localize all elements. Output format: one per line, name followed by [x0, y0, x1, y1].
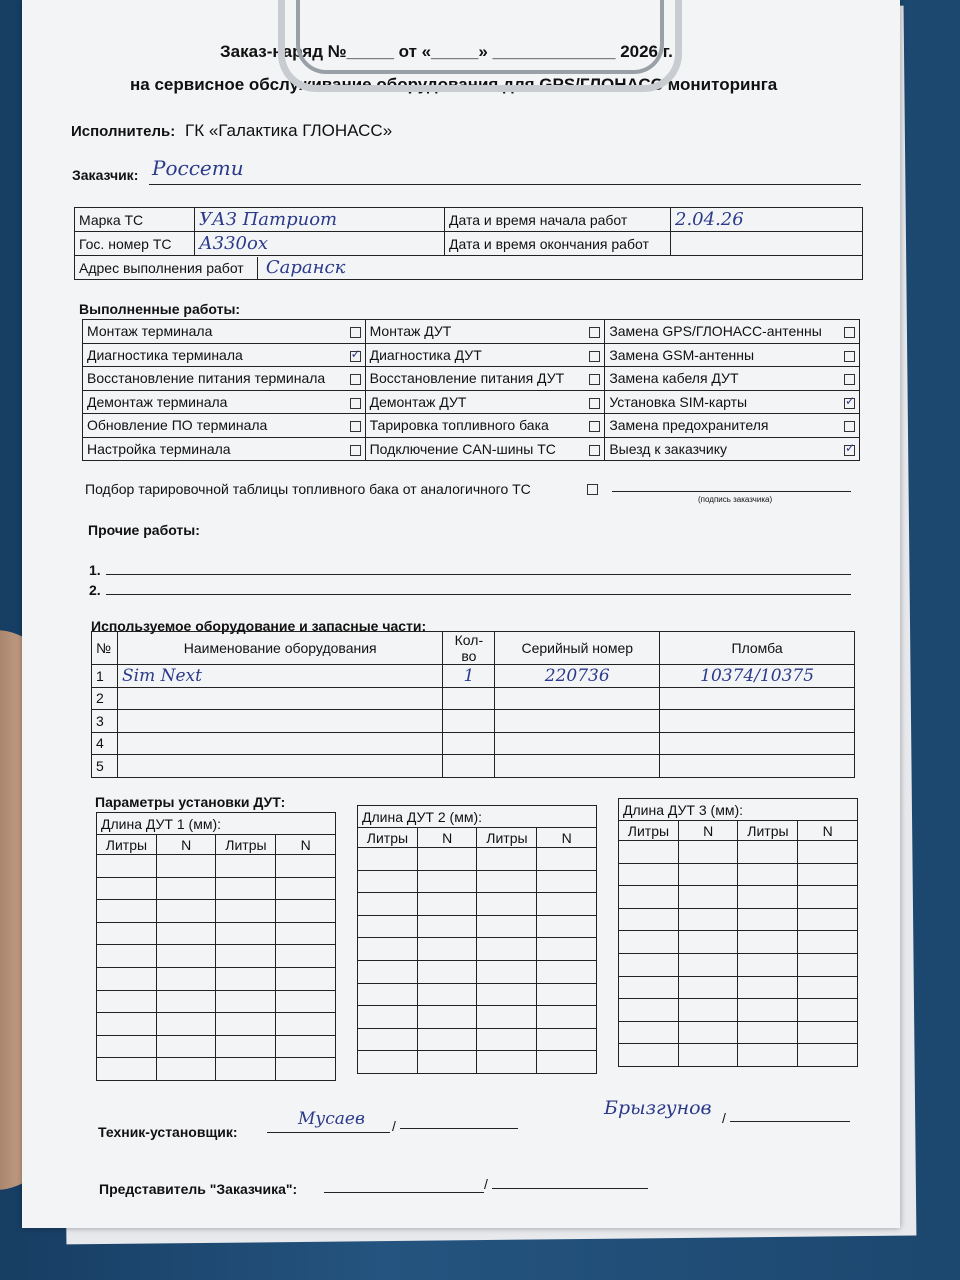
table-row	[92, 755, 855, 778]
dut-cell	[537, 848, 597, 871]
executor-value: ГК «Галактика ГЛОНАСС»	[185, 121, 393, 140]
work-item-label: Диагностика ДУТ	[369, 346, 482, 363]
dut-header-cell: Литры	[738, 821, 798, 841]
dut-cell	[619, 1021, 679, 1044]
work-item-label: Выезд к заказчику	[609, 440, 727, 457]
dut-cell	[798, 886, 858, 909]
dut-cell	[738, 1021, 798, 1044]
dut-cell	[156, 990, 216, 1013]
dut-cell	[276, 877, 336, 900]
dut-cell	[97, 990, 157, 1013]
dut-cell	[798, 1044, 858, 1067]
equipment-cell-name	[117, 755, 442, 778]
dut-cell	[798, 1021, 858, 1044]
dut-cell	[798, 976, 858, 999]
dut-cell	[678, 886, 738, 909]
dut-title: Длина ДУТ 1 (мм):	[97, 813, 336, 835]
work-item-label: Восстановление питания ДУТ	[369, 370, 565, 387]
equipment-cell-seal	[660, 710, 855, 733]
dut-table	[618, 798, 858, 1067]
dut-cell	[738, 999, 798, 1022]
tech-name-line	[267, 1132, 390, 1133]
work-item-label: Восстановление питания терминала	[87, 370, 326, 387]
dut-header-cell: Литры	[358, 828, 418, 848]
work-item-label: Монтаж терминала	[87, 323, 213, 340]
dut-cell	[156, 1013, 216, 1036]
plate-label: Гос. номер ТС	[75, 232, 195, 256]
dut1-block	[96, 812, 336, 1081]
equipment-value-qty: 1	[463, 665, 475, 686]
dut-header-cell: Литры	[477, 828, 537, 848]
work-item-checkbox[interactable]	[844, 445, 855, 456]
equipment-header-cell: Наименование оборудования	[117, 632, 442, 665]
dut-cell	[156, 1058, 216, 1081]
work-item-label: Установка SIM-карты	[609, 393, 748, 410]
dut-cell	[678, 1021, 738, 1044]
dut-header-cell: N	[798, 821, 858, 841]
dut-cell	[276, 922, 336, 945]
equipment-header-cell: Серийный номер	[495, 632, 660, 665]
dut-cell	[97, 877, 157, 900]
dut-cell	[216, 855, 276, 878]
start-label: Дата и время начала работ	[445, 208, 671, 232]
dut-cell	[417, 960, 477, 983]
dut-cell	[97, 1058, 157, 1081]
dut-cell	[738, 841, 798, 864]
work-item	[605, 414, 860, 438]
dut-cell	[216, 967, 276, 990]
dut-cell	[417, 915, 477, 938]
dut-cell	[97, 1013, 157, 1036]
equipment-cell-name	[117, 732, 442, 755]
dut-cell	[477, 983, 537, 1006]
dut-cell	[619, 999, 679, 1022]
equipment-cell-serial	[495, 665, 660, 688]
clipboard-clip-inner	[296, 0, 664, 74]
end-label: Дата и время окончания работ	[445, 232, 671, 256]
work-item-label: Тарировка топливного бака	[369, 417, 549, 434]
dut-cell	[798, 841, 858, 864]
dut-cell	[798, 931, 858, 954]
tariff-sign-caption: (подпись заказчика)	[698, 495, 773, 504]
work-item	[83, 414, 366, 438]
dut-cell	[216, 1058, 276, 1081]
tech-slash2: /	[722, 1110, 726, 1126]
dut-header-cell: N	[156, 835, 216, 855]
work-item	[365, 320, 605, 344]
tech-line2	[400, 1128, 518, 1129]
rep-line1	[324, 1192, 484, 1193]
work-item	[83, 437, 366, 461]
dut-cell	[537, 938, 597, 961]
work-item	[605, 320, 860, 344]
dut-header-cell: N	[678, 821, 738, 841]
dut-cell	[358, 1006, 418, 1029]
equipment-label: Используемое оборудование и запасные части:	[91, 618, 427, 634]
dut-cell	[417, 1028, 477, 1051]
dut-header-cell: N	[276, 835, 336, 855]
equipment-cell-name	[117, 687, 442, 710]
dut-cell	[477, 960, 537, 983]
dut-cell	[156, 900, 216, 923]
dut-cell	[417, 983, 477, 1006]
dut-title: Длина ДУТ 3 (мм):	[619, 799, 858, 821]
work-item-checkbox[interactable]	[589, 398, 600, 409]
work-item-checkbox[interactable]	[844, 351, 855, 362]
work-item-checkbox[interactable]	[844, 421, 855, 432]
tariff-sign-line	[612, 491, 851, 492]
dut-cell	[216, 945, 276, 968]
dut-table	[357, 805, 597, 1074]
equipment-cell-name	[117, 710, 442, 733]
work-item-checkbox[interactable]	[350, 421, 361, 432]
equipment-cell-n: 5	[92, 755, 118, 778]
dut-cell	[276, 1058, 336, 1081]
dut-cell	[417, 1051, 477, 1074]
work-item	[83, 343, 366, 367]
equipment-cell-seal	[660, 755, 855, 778]
dut-cell	[358, 915, 418, 938]
work-item-checkbox[interactable]	[844, 398, 855, 409]
dut-cell	[738, 908, 798, 931]
equipment-header-cell: Кол-во	[443, 632, 495, 665]
dut-cell	[477, 1051, 537, 1074]
dut-cell	[537, 893, 597, 916]
dut-cell	[738, 953, 798, 976]
equipment-cell-seal	[660, 732, 855, 755]
table-row	[92, 687, 855, 710]
tech-slash: /	[392, 1118, 396, 1134]
dut-cell	[537, 1028, 597, 1051]
dut-cell	[97, 945, 157, 968]
dut-cell	[417, 870, 477, 893]
work-item-checkbox[interactable]	[844, 374, 855, 385]
rep-line2	[492, 1188, 648, 1189]
work-item-label: Замена кабеля ДУТ	[609, 370, 739, 387]
dut-cell	[678, 953, 738, 976]
dut-cell	[358, 848, 418, 871]
works-table	[82, 319, 860, 461]
work-item-checkbox[interactable]	[350, 351, 361, 362]
dut-cell	[156, 1035, 216, 1058]
work-item-label: Настройка терминала	[87, 440, 231, 457]
equipment-cell-n: 4	[92, 732, 118, 755]
end-value	[671, 232, 863, 256]
dut-cell	[156, 922, 216, 945]
equipment-value-name: Sim Next	[121, 665, 202, 686]
brand-cell	[195, 208, 445, 232]
dut-cell	[619, 1044, 679, 1067]
dut-cell	[738, 931, 798, 954]
dut-cell	[619, 863, 679, 886]
equipment-cell-n: 3	[92, 710, 118, 733]
work-item-checkbox[interactable]	[589, 374, 600, 385]
dut-header-cell: N	[417, 828, 477, 848]
dut-cell	[358, 870, 418, 893]
work-item	[365, 437, 605, 461]
tech-line3	[730, 1121, 850, 1122]
other-line2	[106, 594, 851, 595]
work-item-label: Монтаж ДУТ	[369, 323, 452, 340]
dut-cell	[216, 877, 276, 900]
work-item-label: Демонтаж терминала	[87, 393, 228, 410]
dut-cell	[276, 1013, 336, 1036]
dut-cell	[358, 893, 418, 916]
address-row	[75, 256, 863, 280]
dut-cell	[678, 908, 738, 931]
dut-cell	[619, 953, 679, 976]
dut-cell	[97, 1035, 157, 1058]
table-row	[92, 732, 855, 755]
work-item	[605, 390, 860, 414]
equipment-cell-serial	[495, 732, 660, 755]
brand-label: Марка ТС	[75, 208, 195, 232]
dut-cell	[477, 1006, 537, 1029]
tariff-label: Подбор тарировочной таблицы топливного бака от аналогичного ТС	[85, 481, 531, 497]
equipment-cell-serial	[495, 687, 660, 710]
dut-cell	[156, 877, 216, 900]
table-row	[92, 665, 855, 688]
equipment-cell-qty	[443, 665, 495, 688]
customer-label: Заказчик:	[72, 167, 139, 183]
dut-cell	[216, 922, 276, 945]
dut-cell	[619, 886, 679, 909]
dut-cell	[678, 863, 738, 886]
work-item-checkbox[interactable]	[589, 327, 600, 338]
work-item	[365, 390, 605, 414]
tech-signature: Брызгунов	[604, 1097, 712, 1119]
dut-cell	[417, 848, 477, 871]
dut-cell	[216, 990, 276, 1013]
title-line1: Заказ-наряд №_____ от «_____» _____________ 2026 г.	[220, 42, 673, 61]
dut-cell	[156, 945, 216, 968]
tech-label: Техник-установщик:	[98, 1124, 238, 1140]
dut-cell	[477, 893, 537, 916]
dut-header-cell: Литры	[619, 821, 679, 841]
dut-cell	[417, 893, 477, 916]
dut-cell	[417, 1006, 477, 1029]
dut-cell	[678, 976, 738, 999]
dut-cell	[97, 855, 157, 878]
dut-cell	[276, 1035, 336, 1058]
dut-cell	[477, 848, 537, 871]
dut-cell	[798, 863, 858, 886]
work-item-label: Подключение CAN-шины ТС	[369, 440, 556, 457]
equipment-cell-qty	[443, 755, 495, 778]
dut-cell	[156, 967, 216, 990]
customer-value: Россети	[152, 156, 244, 180]
dut-cell	[537, 960, 597, 983]
work-item	[605, 437, 860, 461]
dut-label: Параметры установки ДУТ:	[95, 794, 286, 810]
equipment-value-seal: 10374/10375	[700, 665, 815, 686]
dut-cell	[678, 841, 738, 864]
dut-cell	[678, 1044, 738, 1067]
dut-cell	[276, 967, 336, 990]
dut-cell	[276, 990, 336, 1013]
equipment-cell-n: 1	[92, 665, 118, 688]
work-item-checkbox[interactable]	[350, 327, 361, 338]
dut-cell	[477, 870, 537, 893]
dut-cell	[97, 922, 157, 945]
work-item	[83, 367, 366, 391]
address-label: Адрес выполнения работ	[75, 257, 258, 279]
work-order-sheet	[22, 0, 900, 1228]
works-label: Выполненные работы:	[79, 301, 241, 317]
work-item	[605, 367, 860, 391]
work-item-checkbox[interactable]	[350, 374, 361, 385]
equipment-cell-serial	[495, 755, 660, 778]
table-row	[92, 710, 855, 733]
work-item-checkbox[interactable]	[589, 421, 600, 432]
dut-cell	[537, 870, 597, 893]
work-item	[365, 367, 605, 391]
work-item	[365, 343, 605, 367]
equipment-cell-qty	[443, 732, 495, 755]
work-item	[605, 343, 860, 367]
dut-cell	[537, 1051, 597, 1074]
dut-cell	[738, 1044, 798, 1067]
dut-cell	[619, 931, 679, 954]
other-label: Прочие работы:	[88, 522, 200, 538]
dut-cell	[798, 908, 858, 931]
dut-cell	[798, 953, 858, 976]
dut-title: Длина ДУТ 2 (мм):	[358, 806, 597, 828]
other-item2: 2.	[89, 582, 101, 598]
equipment-header-cell: №	[92, 632, 118, 665]
equipment-header-cell: Пломба	[660, 632, 855, 665]
dut-cell	[97, 900, 157, 923]
dut-cell	[738, 886, 798, 909]
work-item-checkbox[interactable]	[589, 351, 600, 362]
work-item-checkbox[interactable]	[350, 445, 361, 456]
dut-header-cell: Литры	[97, 835, 157, 855]
dut-cell	[358, 1051, 418, 1074]
work-item-label: Демонтаж ДУТ	[369, 393, 467, 410]
dut-cell	[619, 841, 679, 864]
rep-slash: /	[484, 1176, 488, 1192]
vehicle-table	[74, 207, 863, 280]
equipment-cell-serial	[495, 710, 660, 733]
address-value: Саранск	[265, 256, 346, 278]
equipment-cell-seal	[660, 665, 855, 688]
work-item-checkbox[interactable]	[589, 445, 600, 456]
equipment-cell-qty	[443, 710, 495, 733]
customer-line	[149, 184, 861, 185]
dut-cell	[738, 976, 798, 999]
dut-cell	[216, 1013, 276, 1036]
dut3-block	[618, 798, 858, 1067]
equipment-cell-n: 2	[92, 687, 118, 710]
work-item-label: Замена GPS/ГЛОНАСС-антенны	[609, 323, 822, 340]
equipment-table	[91, 631, 855, 778]
start-value: 2.04.26	[675, 209, 744, 230]
equipment-cell-seal	[660, 687, 855, 710]
dut-header-cell: Литры	[216, 835, 276, 855]
dut-cell	[619, 908, 679, 931]
equipment-cell-name	[117, 665, 442, 688]
dut-cell	[276, 900, 336, 923]
dut-cell	[477, 1028, 537, 1051]
work-item	[365, 414, 605, 438]
tech-name: Мусаев	[298, 1109, 365, 1129]
plate-value: А330ох	[199, 233, 268, 254]
other-item1: 1.	[89, 562, 101, 578]
dut-cell	[216, 1035, 276, 1058]
tariff-checkbox[interactable]	[587, 484, 598, 495]
dut-cell	[358, 983, 418, 1006]
work-item-label: Диагностика терминала	[87, 346, 243, 363]
dut-cell	[678, 999, 738, 1022]
work-item-label: Замена GSM-антенны	[609, 346, 755, 363]
work-item-checkbox[interactable]	[844, 327, 855, 338]
work-item	[83, 320, 366, 344]
dut-cell	[358, 938, 418, 961]
dut-cell	[477, 915, 537, 938]
dut-cell	[537, 983, 597, 1006]
dut-cell	[216, 900, 276, 923]
dut-cell	[358, 960, 418, 983]
equipment-value-serial: 220736	[544, 665, 610, 686]
dut-cell	[798, 999, 858, 1022]
work-item	[83, 390, 366, 414]
dut-cell	[738, 863, 798, 886]
dut-cell	[358, 1028, 418, 1051]
dut-cell	[276, 855, 336, 878]
dut-header-cell: N	[537, 828, 597, 848]
dut-cell	[276, 945, 336, 968]
work-item-label: Замена предохранителя	[609, 417, 769, 434]
dut-cell	[537, 915, 597, 938]
title-line2: на сервисное обслуживание оборудования для GPS/ГЛОНАСС мониторинга	[130, 75, 778, 94]
dut-cell	[156, 855, 216, 878]
dut-cell	[619, 976, 679, 999]
dut-cell	[97, 967, 157, 990]
dut2-block	[357, 805, 597, 1074]
work-item-label: Обновление ПО терминала	[87, 417, 268, 434]
rep-label: Представитель "Заказчика":	[99, 1181, 298, 1197]
plate-cell	[195, 232, 445, 256]
brand-value: УАЗ Патриот	[199, 209, 338, 230]
dut-cell	[678, 931, 738, 954]
start-cell	[671, 208, 863, 232]
dut-cell	[537, 1006, 597, 1029]
executor-label: Исполнитель:	[71, 123, 176, 140]
other-line1	[106, 574, 851, 575]
equipment-cell-qty	[443, 687, 495, 710]
dut-cell	[417, 938, 477, 961]
work-item-checkbox[interactable]	[350, 398, 361, 409]
dut-table	[96, 812, 336, 1081]
dut-cell	[477, 938, 537, 961]
